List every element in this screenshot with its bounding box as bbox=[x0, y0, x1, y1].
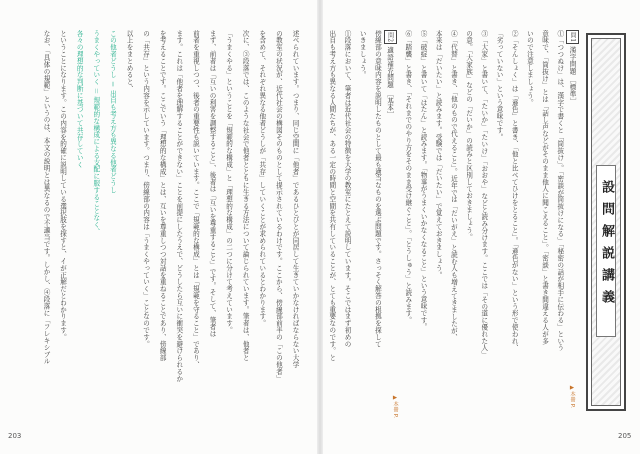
column-text: 漢字問題 ［標準］ bbox=[568, 46, 576, 105]
text-column bbox=[342, 30, 351, 410]
text-column bbox=[141, 30, 150, 410]
text-column bbox=[257, 30, 266, 410]
column-text: 述べられています。つまり、同じ空間に「他者」であるひとびとが同居して生きていかなければならない大学 bbox=[291, 30, 299, 369]
text-column bbox=[124, 30, 133, 410]
text-column bbox=[357, 30, 366, 410]
column-text: まず、前者は「互いの利害を調整すること」、後者は「互いを尊重すること」です。そして、筆者は bbox=[208, 30, 216, 338]
text-column bbox=[190, 30, 199, 410]
column-text: ④「代替」と書き、「他のもので代えること」。近年では「だいがえ」と読む人も増えてきましたが、 bbox=[449, 30, 458, 341]
column-text: ①「つつぬけ」は、漢字で書くと「筒抜け」。「密談が筒抜けになる」「秘密の話が相手に伝わる」という bbox=[555, 30, 564, 352]
text-column bbox=[448, 30, 457, 410]
page-number-right: 205 bbox=[618, 432, 632, 440]
text-column bbox=[107, 30, 116, 410]
chapter-title: 設問解説講義 bbox=[599, 180, 614, 312]
chapter-title-box bbox=[586, 33, 626, 411]
column-text: を考えることです。ここでいう「理想的な構成」とは、互いを尊重しつつ対話を重ねることであり、傍線部 bbox=[158, 30, 167, 362]
text-column bbox=[464, 30, 473, 410]
book-gutter bbox=[317, 0, 323, 454]
text-column bbox=[555, 30, 564, 410]
column-text: 適語補充問題 ［基本］ bbox=[385, 46, 394, 119]
column-text: いので注意しましょう。 bbox=[525, 30, 534, 106]
text-column bbox=[207, 30, 216, 410]
column-text: 以上をまとめると、 bbox=[125, 30, 133, 93]
text-column bbox=[372, 30, 381, 410]
text-column bbox=[224, 30, 233, 410]
text-column bbox=[41, 30, 50, 410]
text-column bbox=[58, 30, 67, 410]
column-text: ③「大家」と書いて、「たいか」「たいけ」「おおや」などと読み分けます。ここでは「その道に優れた人」 bbox=[479, 30, 488, 359]
text-column bbox=[494, 30, 503, 410]
column-text: ②「そんしょく」は「遜色」と書き、「他と比べてひけをとること」。「遜色がない」という形で使われ、 bbox=[510, 30, 519, 352]
text-column bbox=[290, 30, 299, 410]
column-text: ⑤「破綻」と書いて「はたん」と読みます。「物事がうまくいかなくなること」という意味です。 bbox=[419, 30, 427, 331]
column-text: の教室の状況が、近代社会の構図そのものとして提示されているわけです。ここから、傍線部前半の「この他者」 bbox=[274, 30, 283, 382]
column-text: うまくやっていく ＝ 規範的な構成による支配に服することなく、 bbox=[91, 30, 100, 235]
column-text: ⑥「踏襲」と書き、「それまでのやり方をそのまま受け継ぐこと」。「とうしゅう」と読みます。 bbox=[403, 30, 412, 324]
text-column bbox=[479, 30, 488, 410]
text-column bbox=[524, 30, 533, 410]
side-reference: ▶本冊 P. bbox=[392, 395, 398, 418]
text-column bbox=[327, 30, 336, 410]
text-column bbox=[74, 30, 83, 410]
text-column bbox=[509, 30, 518, 410]
column-text: の意。「大家族」などの「だいか」の読みと区別しておきましょう。 bbox=[464, 30, 473, 241]
text-column bbox=[433, 30, 442, 410]
column-text: 出自も考え方も異なる人間たちが、ある一定の時間と空間を共有していることが、とても重要なのです。と bbox=[327, 30, 336, 362]
question-badge: 問2 bbox=[384, 30, 397, 44]
column-text: 「劣っていない」という意味です。 bbox=[495, 30, 503, 141]
column-text: 「うまくやる」ということを「規範的な構成」と「理想的な構成」の二つに分けて考えています。 bbox=[224, 30, 233, 334]
column-text: 傍線部の意味内容を説明したものとして最も適当なものを選ぶ問題です。さっそく解答の根拠を探して bbox=[373, 30, 382, 348]
column-text: ①段落において、筆者は近代社会の特徴を大学の教室にたとえて説明しています。そこではまず初めの bbox=[343, 30, 351, 348]
column-text: 意味で、「筒抜け」とは「話し声などがそのまま他人に聞こえること」。「密談」と書き間違える人が多 bbox=[540, 30, 549, 345]
column-text: この他者どうし ＝ 出自も考え方も異なる他者どうし bbox=[108, 30, 117, 194]
text-column bbox=[570, 30, 579, 410]
column-text: 前者を重視しつつ、後者の重要性も説いています。ここで「規範的な構成」とは「規範を守ること」であり、 bbox=[191, 30, 200, 369]
column-text: 本来は「だいたい」と読みます。受験では「だいたい」で覚えておきましょう。 bbox=[434, 30, 443, 279]
text-column bbox=[157, 30, 166, 410]
text-column bbox=[540, 30, 549, 410]
column-text: ということになります。この内容を的確に説明している選択肢を探すと、イが正解だとわかります。 bbox=[58, 30, 67, 341]
column-text: いきましょう。 bbox=[358, 30, 367, 79]
text-column bbox=[385, 30, 397, 410]
column-text: ます。これは「他者を理解することができない」ことを前提にしたうえで、どうしたら互いに衝突を避けられるか bbox=[174, 30, 183, 382]
question-badge: 問1 bbox=[566, 30, 579, 44]
column-text: の「共存」という内容を示しています。つまり、傍線部の内容は「うまくやっていく」ことなのです。 bbox=[141, 30, 150, 348]
text-column bbox=[418, 30, 427, 410]
column-text: 次に、③段落では、このような社会で他者とともに生きる方法について論じられています。筆者は、他者と bbox=[241, 30, 250, 362]
side-reference: ▶本冊 P. bbox=[569, 385, 575, 408]
text-column bbox=[91, 30, 100, 410]
page-number-left: 203 bbox=[8, 432, 22, 440]
column-text: 各々の理想的な判断に基づいて共存していく bbox=[75, 30, 84, 168]
column-text: を含めて、それぞれ異なる他者どうしが「共存」していくことが求められているとわかります。 bbox=[257, 30, 266, 327]
text-column bbox=[240, 30, 249, 410]
text-column bbox=[403, 30, 412, 410]
column-text: なお、「具体の規範」というのは、本文の説明とは異なるので不適当です。しかし、④段落に「フレキシブル bbox=[42, 30, 50, 365]
text-column bbox=[273, 30, 282, 410]
text-column bbox=[174, 30, 183, 410]
